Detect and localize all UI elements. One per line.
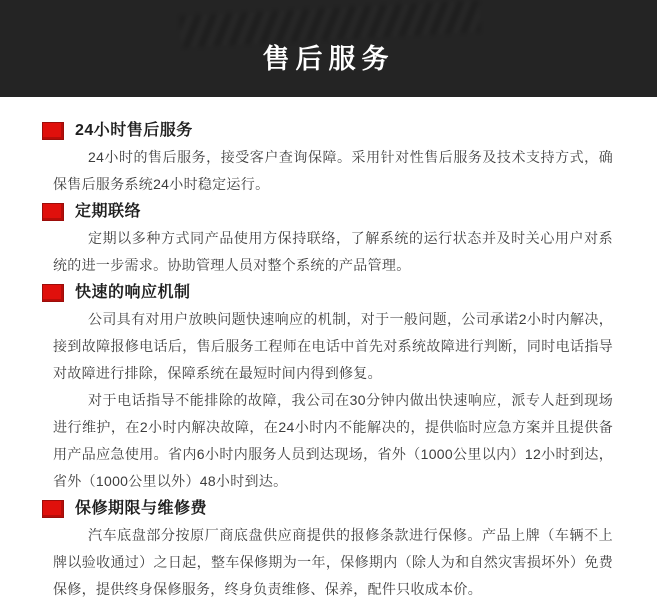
watermark-smudge xyxy=(179,0,480,48)
section-warranty-and-fees xyxy=(53,499,613,603)
paragraph: 24小时的售后服务，接受客户查询保障。采用针对性售后服务及技术支持方式，确保售后服务系统24小时稳定运行。 xyxy=(53,149,613,192)
red-square-bullet-icon xyxy=(42,122,64,140)
paragraph: 对于电话指导不能排除的故障，我公司在30分钟内做出快速响应，派专人赶到现场进行维护，在2小时内解决故障，在24小时内不能解决的，提供临时应急方案并且提供备用产品应急使用。省内6小时内服务人员到达现场，省外（1000公里以内）12小时到达，省外（1000公里以外）48小时到达。 xyxy=(53,392,613,489)
section-heading xyxy=(42,121,613,141)
paragraph: 定期以多种方式同产品使用方保持联络，了解系统的运行状态并及时关心用户对系统的进一步需求。协助管理人员对整个系统的产品管理。 xyxy=(53,230,613,273)
paragraph: 公司具有对用户放映问题快速响应的机制，对于一般问题，公司承诺2小时内解决，接到故障报修电话后，售后服务工程师在电话中首先对系统故障进行判断，同时电话指导对故障进行排除，保障系统在最短时间内得到修复。 xyxy=(53,311,613,381)
section-24h-after-sales xyxy=(53,121,613,198)
red-square-bullet-icon xyxy=(42,203,64,221)
red-square-bullet-icon xyxy=(42,500,64,518)
content xyxy=(0,97,657,603)
header-banner xyxy=(0,0,657,97)
section-title: 定期联络 xyxy=(75,203,142,220)
section-title: 快速的响应机制 xyxy=(75,284,191,301)
paragraph: 汽车底盘部分按原厂商底盘供应商提供的报修条款进行保修。产品上牌（车辆不上牌以验收通过）之日起，整车保修期为一年，保修期内（除人为和自然灾害损坏外）免费保修，提供终身保修服务，终身负责维修、保养，配件只收成本价。 xyxy=(53,527,613,597)
section-title: 保修期限与维修费 xyxy=(75,500,208,517)
page-title: 售后服务 xyxy=(262,44,395,74)
section-regular-contact xyxy=(53,202,613,279)
section-heading xyxy=(42,283,613,303)
section-heading xyxy=(42,499,613,519)
section-heading xyxy=(42,202,613,222)
section-title: 24小时售后服务 xyxy=(75,122,193,139)
red-square-bullet-icon xyxy=(42,284,64,302)
section-rapid-response xyxy=(53,283,613,495)
